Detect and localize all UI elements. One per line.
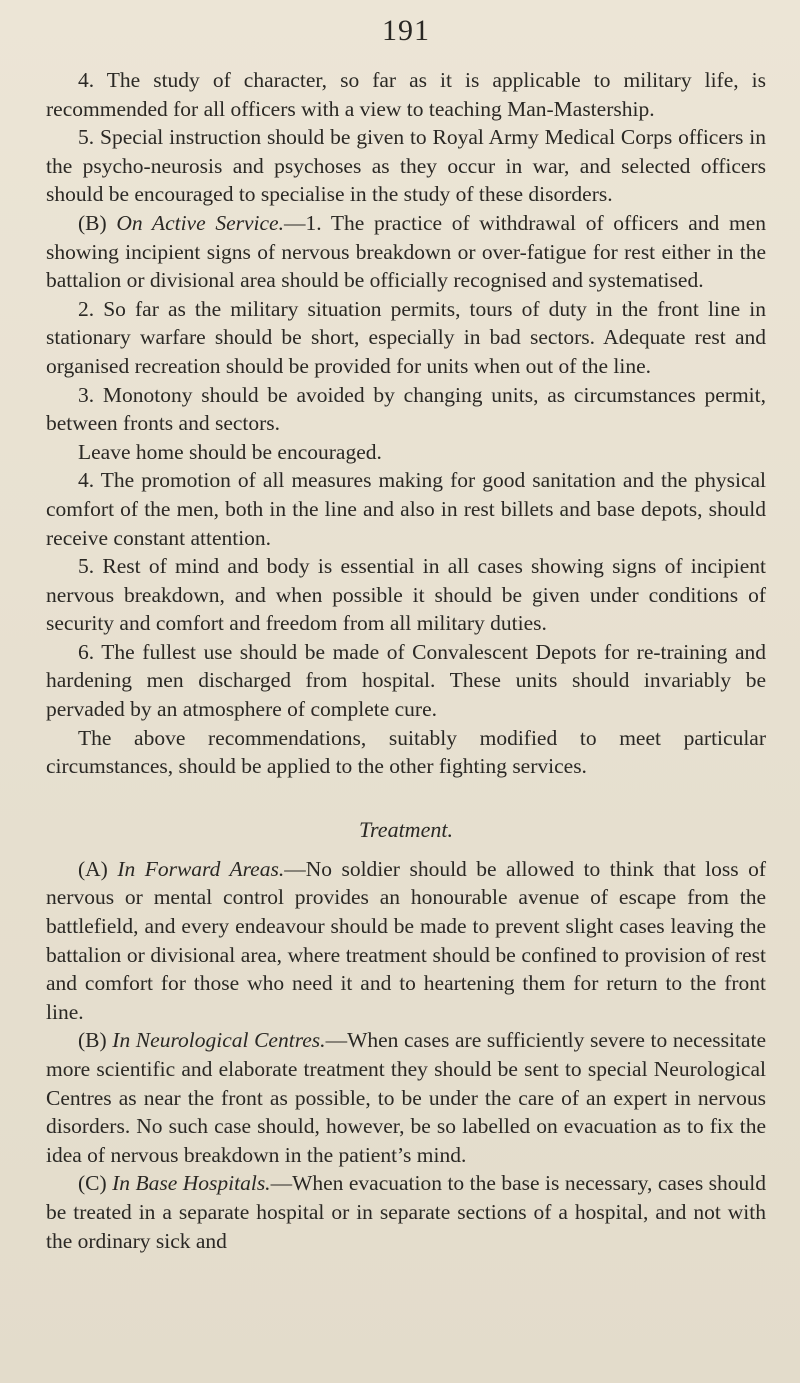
treatment-section [46, 855, 766, 1255]
paragraph-lead: (A) [78, 856, 118, 881]
paragraph-active-service [46, 209, 766, 295]
paragraph-leave: Leave home should be encouraged. [78, 439, 382, 464]
paragraph-mastership: 4. The study of character, so far as it is applicable to military life, is recommended for all officers with a view to teaching Man-Mastership. [46, 68, 766, 121]
page-number: 191 [382, 14, 430, 47]
paragraph-body: —1. The practice of withdrawal of officers and men showing incipient signs of nervous breakdown or over-fatigue for rest either in the battalion or divisional area should be officially recognised and systematised. [46, 210, 766, 293]
paragraph-other-services: The above recommendations, suitably modified to meet particular circumstances, should be applied to the other fighting services. [46, 725, 766, 779]
paragraph-monotony: 3. Monotony should be avoided by changing units, as circumstances permit, between fronts and sectors. [46, 382, 766, 436]
subheading-active-service: On Active Service. [116, 210, 284, 235]
paragraph-convalescent-depots: 6. The fullest use should be made of Convalescent Depots for re-training and hardening men discharged from hospital. These units should invariably be pervaded by an atmosphere of complete cure. [46, 639, 766, 722]
subheading-forward-areas: In Forward Areas. [117, 856, 285, 881]
paragraph-tours-of-duty: 2. So far as the military situation permits, tours of duty in the front line in stationary warfare should be short, especially in bad sectors. Adequate rest and organised recreation should be provided for units when out of the line. [46, 296, 766, 378]
paragraph-ramc-instruction: 5. Special instruction should be given to Royal Army Medical Corps officers in the psycho-neurosis and psychoses as they occur in war, and selected officers should be encouraged to specialise in the study of these disorders. [46, 125, 766, 207]
paragraph-lead: (B) [78, 210, 117, 235]
paragraph-body: —No soldier should be allowed to think that loss of nervous or mental control provides an honourable avenue of escape from the battlefield, and every endeavour should be made to prevent slight cases leaving the battalion or divisional area, where treatment should be confined to provision of rest and comfort for those who need it and to heartening them for return to the front line. [46, 856, 766, 1024]
paragraph-forward-areas [46, 855, 766, 1027]
paragraph-rest: 5. Rest of mind and body is essential in all cases showing signs of incipient nervous breakdown, and when possible it should be given under conditions of security and comfort and freedom from all military duties. [46, 554, 766, 636]
subheading-base-hospitals: In Base Hospitals. [112, 1171, 271, 1196]
paragraph-body: —When cases are sufficiently severe to necessitate more scientific and elaborate treatment they should be sent to special Neurological Centres as near the front as possible, to be under the care of an expert in nervous disorders. No such case should, however, be so labelled on evacuation as to fix the idea of nervous breakdown in the patient’s mind. [46, 1028, 766, 1167]
subheading-neurological-centres: In Neurological Centres. [112, 1028, 326, 1053]
section-heading-treatment: Treatment. [359, 816, 453, 842]
paragraph-neurological-centres [46, 1026, 766, 1169]
paragraph-lead: (B) [78, 1028, 113, 1053]
paragraph-sanitation: 4. The promotion of all measures making for good sanitation and the physical comfort of the men, both in the line and also in rest billets and base depots, should receive constant attention. [46, 468, 766, 550]
paragraph-lead: (C) [78, 1171, 113, 1196]
paragraph-body: —When evacuation to the base is necessary, cases should be treated in a separate hospital or in separate sections of a hospital, and not with the ordinary sick and [46, 1171, 766, 1253]
paragraph-base-hospitals [46, 1169, 766, 1255]
recommendations-section [46, 66, 766, 781]
